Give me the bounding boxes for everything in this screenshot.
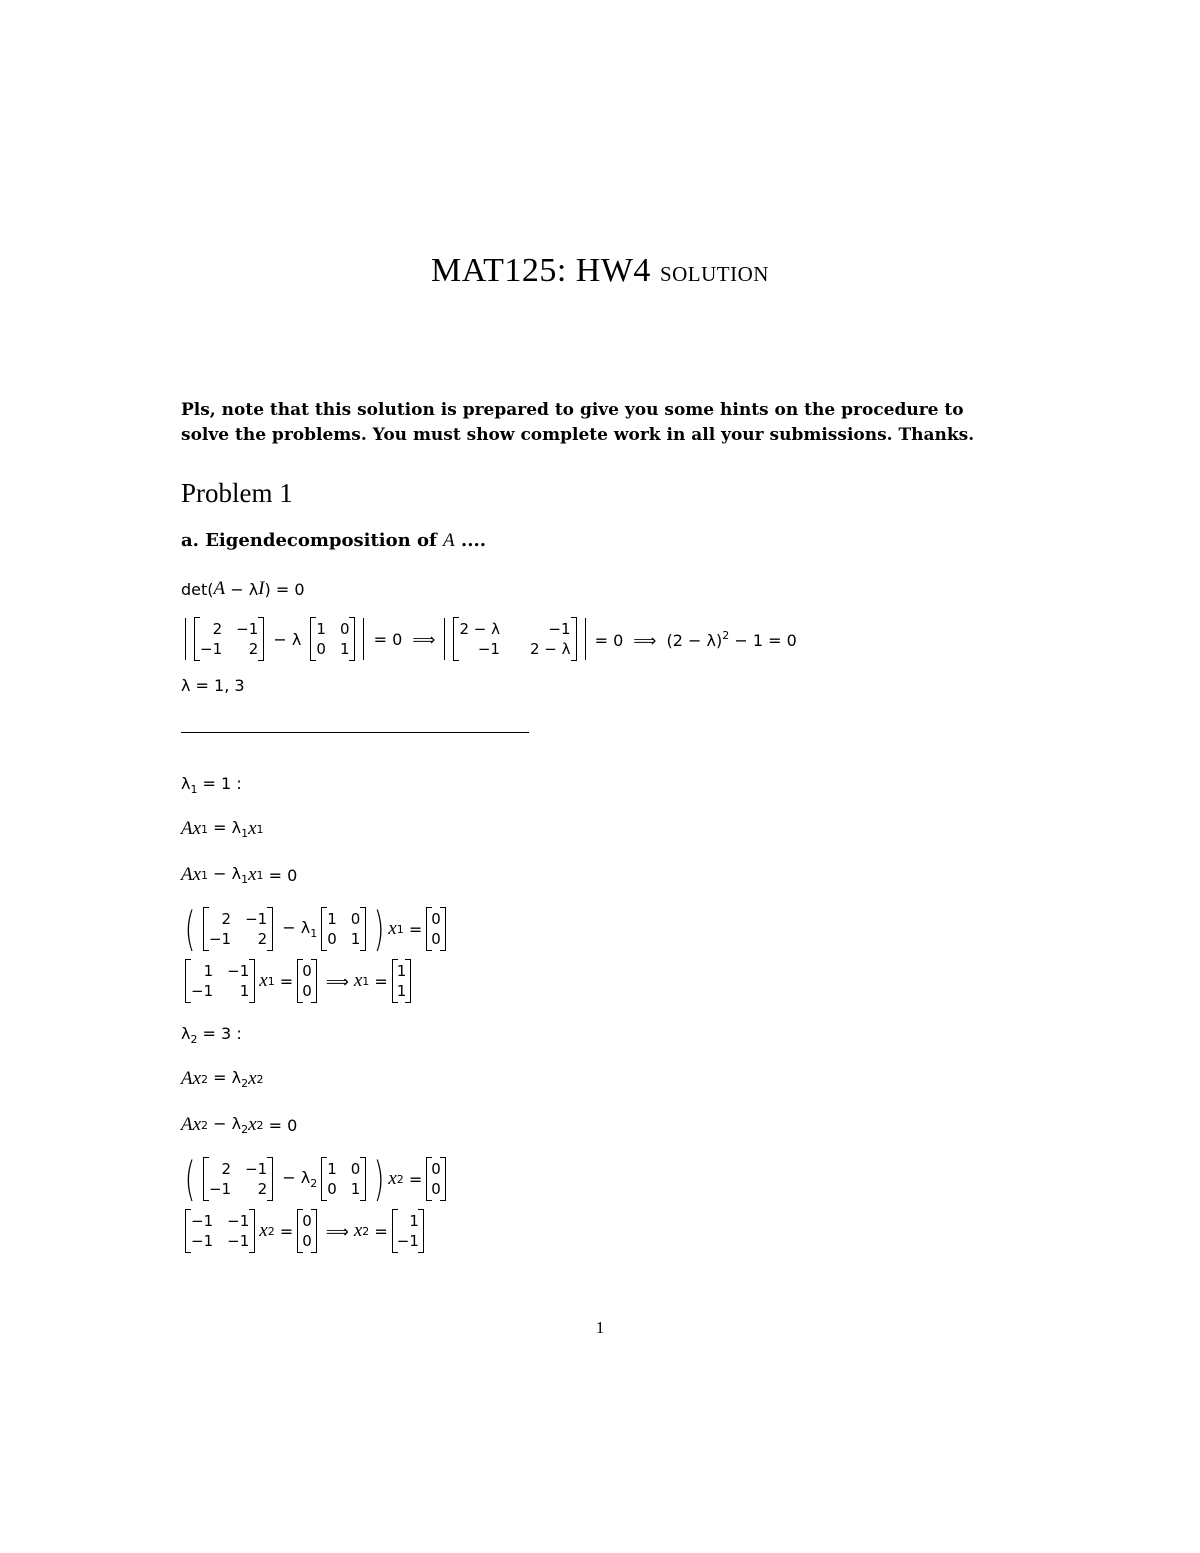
- part-a-suffix: ....: [454, 530, 486, 551]
- det-equation: det( A − λ I ) = 0: [181, 578, 305, 599]
- eigenvector-1: 1 1: [392, 960, 412, 1002]
- eigen-eq-2-zero: Ax 2 − $\lambda_2$ x 2 = 0: [181, 1114, 298, 1136]
- eigen-eq-1-zero: Ax 1 − $\lambda_1$ x 1 = 0: [181, 864, 298, 886]
- eigenvalues: λ = 1, 3: [181, 676, 245, 695]
- part-a-prefix: a. Eigendecomposition of: [181, 530, 437, 551]
- matrix-A-minus-lambda: 2 − λ −1 −1 2 − λ: [453, 618, 576, 660]
- identity-matrix: 1 0 0 1: [310, 618, 355, 660]
- characteristic-equation: 2 −1 −1 2 − λ 1 0 0 1 = 0 ⟹ 2 − λ −1 −1 2 − λ = 0 ⟹ $(2 - \lambda)^2 - 1 = 0$: [181, 618, 797, 660]
- lambda2-label: $\lambda_2 = 3$ :: [181, 1024, 242, 1046]
- title-solution: solution: [659, 255, 769, 288]
- title-main: MAT125: HW4: [431, 252, 651, 289]
- matrix-A: 2 −1 −1 2: [194, 618, 264, 660]
- note-line-2: solve the problems. You must show complete work in all your submissions. Thanks.: [181, 425, 975, 445]
- eigen-matrix-eq-1: ( 2 −1 −1 2 − $\lambda_1$ 1 0 0 1 ) x 1 = 0 0: [181, 906, 450, 952]
- eigen-matrix-eq-2: ( 2 −1 −1 2 − $\lambda_2$ 1 0 0 1 ) x 2 = 0 0: [181, 1156, 450, 1202]
- note-line-1: Pls, note that this solution is prepared to give you some hints on the procedure to: [181, 400, 964, 420]
- eigenvector-1-solution: 1 −1 −1 1 x 1 = 0 0 ⟹ x 1 = 1 1: [181, 960, 415, 1002]
- eigen-eq-1: Ax 1 = $\lambda_1$ x 1: [181, 818, 264, 840]
- eigen-eq-2: Ax 2 = $\lambda_2$ x 2: [181, 1068, 264, 1090]
- part-a-var: A: [443, 530, 455, 551]
- document-title: [0, 252, 1200, 290]
- eigenvector-2: 1 −1: [392, 1210, 424, 1252]
- separator-line: [181, 732, 529, 733]
- determinant-2: [444, 618, 585, 660]
- determinant-1: 2 −1 −1 2 − λ 1 0 0 1: [185, 618, 364, 660]
- eigenvector-2-solution: −1 −1 −1 −1 x 2 = 0 0 ⟹ x 2 = 1 −1: [181, 1210, 428, 1252]
- part-a-label: [181, 530, 486, 552]
- page-number: 1: [595, 1318, 605, 1337]
- problem-heading: Problem 1: [181, 478, 293, 508]
- lambda1-label: $\lambda_1 = 1$ :: [181, 774, 242, 796]
